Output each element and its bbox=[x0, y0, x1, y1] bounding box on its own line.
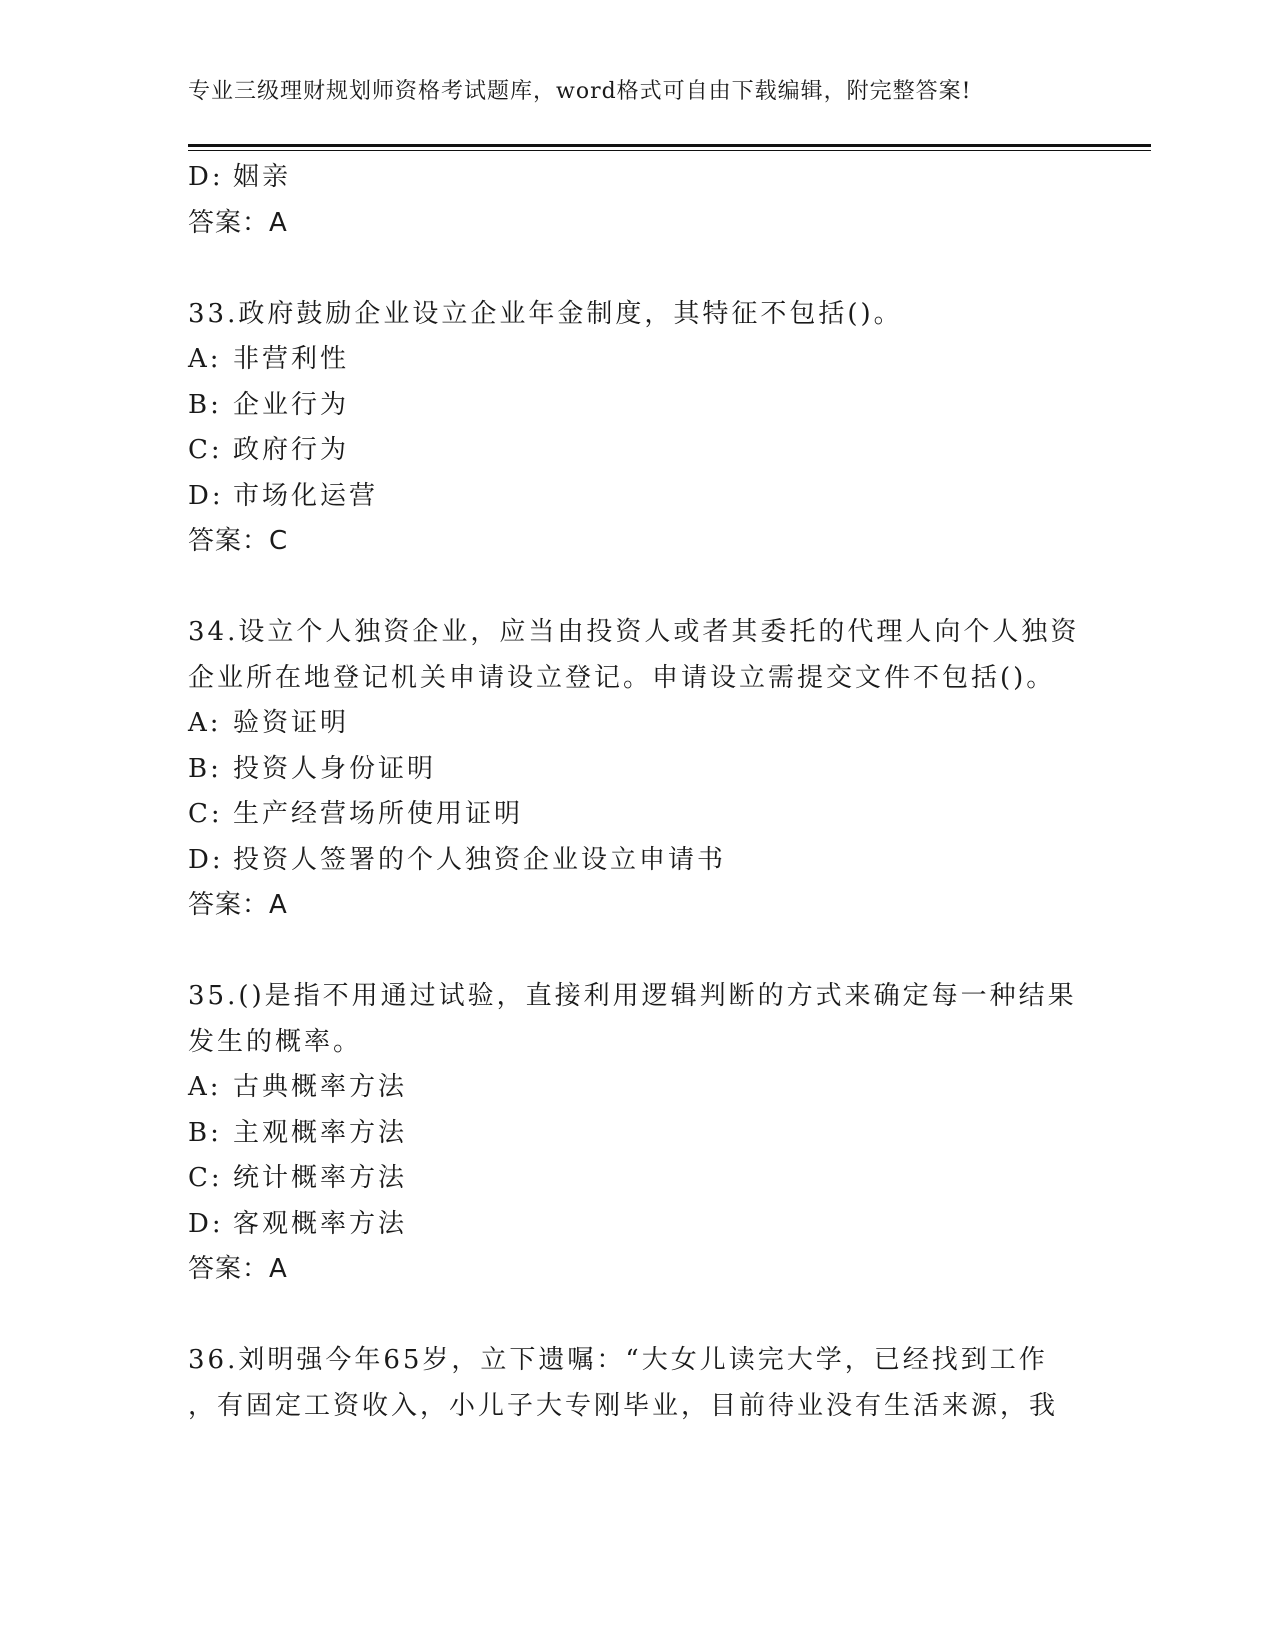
option-text: 主观概率方法 bbox=[233, 1117, 408, 1148]
option-text: 市场化运营 bbox=[233, 480, 379, 511]
option-text: 生产经营场所使用证明 bbox=[233, 799, 524, 829]
option-letter: A: bbox=[188, 1072, 222, 1102]
option-text: 古典概率方法 bbox=[233, 1072, 408, 1102]
option-text: 企业行为 bbox=[233, 389, 350, 420]
answer: 答案：C bbox=[188, 526, 289, 556]
option-b bbox=[188, 747, 1088, 793]
option-c bbox=[188, 1156, 1088, 1202]
spacer bbox=[188, 929, 1088, 975]
header-rule-thin bbox=[188, 150, 1151, 151]
question-stem-36-line-1: 36.刘明强今年65岁，立下遗嘱：“大女儿读完大学，已经找到工作 bbox=[188, 1345, 1048, 1375]
option-letter: C: bbox=[188, 435, 223, 465]
option-text: 投资人身份证明 bbox=[233, 753, 437, 784]
page-header: 专业三级理财规划师资格考试题库，word格式可自由下载编辑，附完整答案! bbox=[188, 79, 972, 104]
answer: 答案：A bbox=[188, 207, 288, 238]
spacer bbox=[188, 565, 1088, 611]
option-letter: A: bbox=[188, 708, 222, 738]
option-d bbox=[188, 155, 1088, 201]
option-a bbox=[188, 1065, 1088, 1111]
option-letter: C: bbox=[188, 799, 223, 829]
spacer bbox=[188, 1293, 1088, 1339]
option-a bbox=[188, 701, 1088, 747]
option-a bbox=[188, 337, 1088, 383]
question-stem-34-line-1: 34.设立个人独资企业，应当由投资人或者其委托的代理人向个人独资 bbox=[188, 617, 1080, 647]
option-letter: A: bbox=[188, 344, 222, 374]
option-letter: B: bbox=[188, 753, 222, 784]
option-c bbox=[188, 792, 1088, 838]
option-text: 验资证明 bbox=[233, 708, 350, 738]
question-content bbox=[188, 155, 1088, 1429]
answer: 答案：A bbox=[188, 1254, 288, 1284]
question-stem-36-line-2: ，有固定工资收入，小儿子大专刚毕业，目前待业没有生活来源，我 bbox=[188, 1390, 1059, 1421]
option-letter: D: bbox=[188, 480, 224, 511]
option-letter: B: bbox=[188, 1117, 222, 1148]
question-stem-33: 33.政府鼓励企业设立企业年金制度，其特征不包括()。 bbox=[188, 298, 903, 329]
option-letter: C: bbox=[188, 1163, 223, 1193]
option-text: 非营利性 bbox=[233, 344, 350, 374]
question-stem-35-line-2: 发生的概率。 bbox=[188, 1026, 363, 1057]
option-d bbox=[188, 1202, 1088, 1248]
option-text: 政府行为 bbox=[233, 435, 350, 465]
header-rule-thick bbox=[188, 144, 1151, 147]
option-letter: D: bbox=[188, 162, 224, 192]
option-d bbox=[188, 838, 1088, 884]
option-letter: B: bbox=[188, 389, 222, 420]
answer: 答案：A bbox=[188, 890, 288, 920]
option-text: 统计概率方法 bbox=[233, 1163, 408, 1193]
question-stem-35-line-1: 35.()是指不用通过试验，直接利用逻辑判断的方式来确定每一种结果 bbox=[188, 981, 1077, 1011]
spacer bbox=[188, 246, 1088, 292]
option-b bbox=[188, 1111, 1088, 1157]
option-letter: D: bbox=[188, 844, 224, 875]
option-text: 客观概率方法 bbox=[233, 1208, 408, 1239]
option-text: 姻亲 bbox=[233, 162, 292, 192]
question-stem-34-line-2: 企业所在地登记机关申请设立登记。申请设立需提交文件不包括()。 bbox=[188, 662, 1056, 693]
option-text: 投资人签署的个人独资企业设立申请书 bbox=[233, 844, 727, 875]
option-c bbox=[188, 428, 1088, 474]
option-d bbox=[188, 474, 1088, 520]
option-letter: D: bbox=[188, 1208, 224, 1239]
option-b bbox=[188, 383, 1088, 429]
